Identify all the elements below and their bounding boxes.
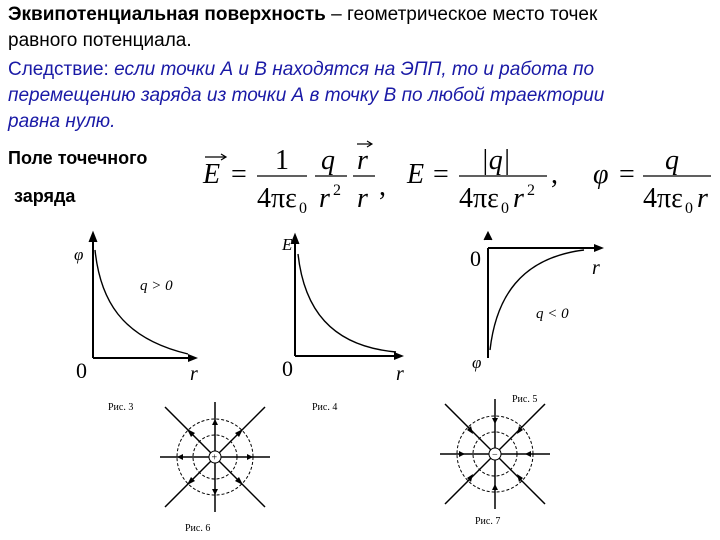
diagram6-caption: Рис. 6 bbox=[185, 523, 211, 534]
f2-den-sub: 0 bbox=[501, 200, 509, 217]
f3-eq: = bbox=[619, 159, 635, 190]
graph1-y-label: φ bbox=[74, 245, 84, 264]
f1-den1-sub: 0 bbox=[299, 200, 307, 217]
formulas bbox=[195, 135, 715, 225]
f3-num: q bbox=[665, 145, 679, 176]
graph2-y-label: E bbox=[282, 235, 293, 254]
field-diagram-negative bbox=[435, 390, 560, 535]
definition-term: Эквипотенциальная поверхность bbox=[8, 4, 326, 25]
f3-den-r: r bbox=[697, 183, 708, 214]
definition-line bbox=[8, 4, 597, 26]
graph2-caption: Рис. 4 bbox=[312, 402, 338, 413]
graph2-x-label: r bbox=[396, 363, 404, 385]
formula-field-magnitude bbox=[406, 145, 558, 217]
graph-field-strength bbox=[260, 228, 420, 418]
graph1-note: q > 0 bbox=[140, 278, 173, 294]
formula-potential bbox=[593, 145, 711, 217]
graph1-caption: Рис. 3 bbox=[108, 402, 134, 413]
diagram7-charge: − bbox=[492, 449, 498, 461]
graph1-x-label: r bbox=[190, 363, 198, 385]
graph-potential-positive bbox=[60, 228, 210, 418]
f2-num: |q| bbox=[481, 145, 511, 176]
diagram6-charge: + bbox=[211, 452, 218, 464]
f1-num2: q bbox=[321, 145, 335, 176]
f2-comma: , bbox=[551, 159, 558, 190]
field-diagram-positive bbox=[155, 395, 280, 540]
f1-den3: r bbox=[357, 183, 368, 214]
graph3-x-label: r bbox=[592, 257, 600, 279]
diagram7-caption: Рис. 7 bbox=[475, 516, 501, 527]
graph3-y-label: φ bbox=[472, 353, 482, 372]
graph1-origin: 0 bbox=[76, 358, 87, 383]
definition-line-2: равного потенциала. bbox=[8, 30, 192, 51]
consequence-line-3: равна нулю. bbox=[8, 111, 116, 132]
field-heading-1: Поле точечного bbox=[8, 148, 148, 168]
consequence-label: Следствие: bbox=[8, 59, 109, 80]
graph2-origin: 0 bbox=[282, 356, 293, 381]
consequence-text-1: если точки А и В находятся на ЭПП, то и работа по bbox=[108, 59, 595, 80]
f1-num3: r bbox=[357, 145, 368, 176]
graph3-note: q < 0 bbox=[536, 306, 569, 322]
definition-rest: – геометрическое место точек bbox=[325, 4, 598, 25]
consequence-line-2: перемещению заряда из точки А в точку В по любой траектории bbox=[8, 85, 605, 106]
f2-den-r: r bbox=[513, 183, 524, 214]
f1-den2-sup: 2 bbox=[333, 182, 341, 199]
f2-den: 4πε bbox=[459, 183, 499, 214]
f2-lhs: E bbox=[407, 159, 425, 190]
f1-lhs: E bbox=[203, 159, 221, 190]
f3-den-sub: 0 bbox=[685, 200, 693, 217]
f1-comma: , bbox=[379, 171, 386, 202]
f2-den-sup: 2 bbox=[527, 182, 535, 199]
graph3-origin: 0 bbox=[470, 246, 481, 271]
formula-field-vector bbox=[202, 141, 386, 217]
field-heading-2: заряда bbox=[14, 186, 76, 206]
f1-num1: 1 bbox=[275, 145, 289, 176]
f1-eq: = bbox=[231, 159, 247, 190]
consequence-line-1 bbox=[8, 58, 594, 81]
f1-den1: 4πε bbox=[257, 183, 297, 214]
f2-eq: = bbox=[433, 159, 449, 190]
f3-lhs: φ bbox=[593, 159, 609, 190]
f3-den: 4πε bbox=[643, 183, 683, 214]
f1-den2: r bbox=[319, 183, 330, 214]
graph3-caption: Рис. 5 bbox=[512, 394, 538, 405]
